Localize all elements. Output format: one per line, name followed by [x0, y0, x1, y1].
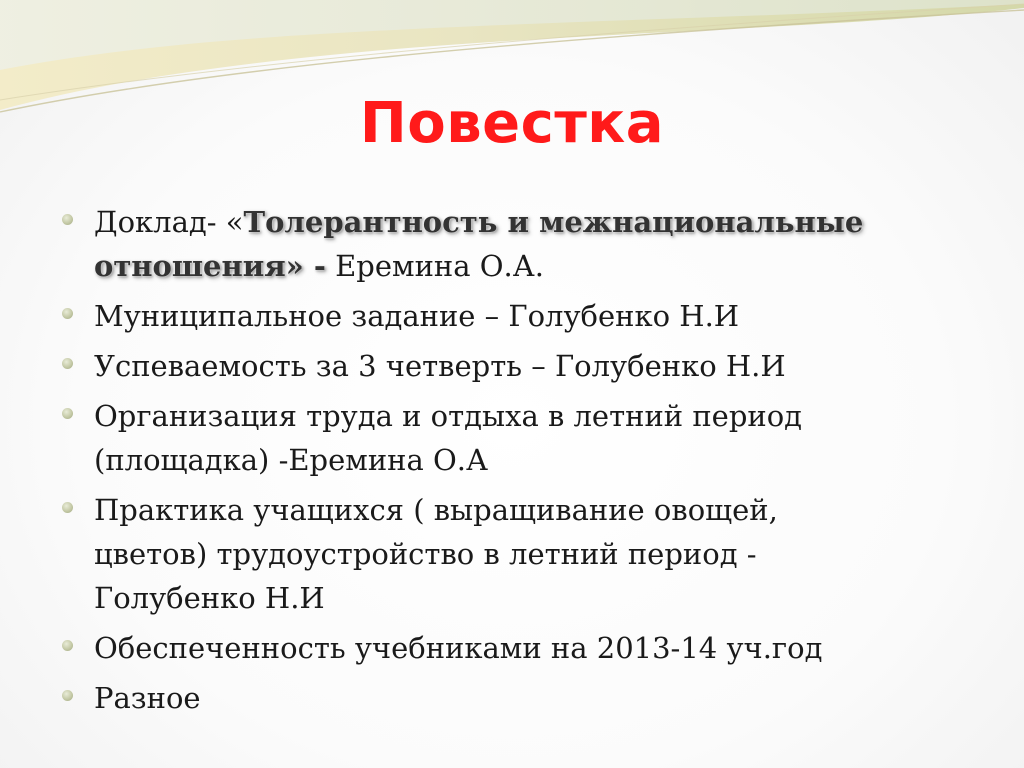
agenda-line: Обеспеченность учебниками на 2013-14 уч.год	[94, 631, 823, 665]
bullet-icon	[62, 214, 73, 225]
agenda-item-student-practice	[60, 488, 980, 620]
agenda-item-summer-work	[60, 394, 980, 482]
report-topic: Толерантность и межнациональные	[243, 205, 864, 239]
agenda-line: Голубенко Н.И	[94, 581, 325, 615]
agenda-line	[94, 244, 980, 288]
report-topic-continued: отношения» -	[94, 249, 326, 283]
agenda-line: Организация труда и отдыха в летний период	[94, 399, 803, 433]
agenda-line: Разное	[94, 681, 201, 715]
slide-title: Повестка	[359, 91, 665, 156]
agenda-line: цветов) трудоустройство в летний период -	[94, 537, 757, 571]
bullet-icon	[62, 308, 73, 319]
bullet-icon	[62, 690, 73, 701]
agenda-line	[94, 200, 980, 244]
agenda-line: Муниципальное задание – Голубенко Н.И	[94, 299, 740, 333]
report-speaker: Еремина О.А.	[325, 249, 544, 283]
bullet-icon	[62, 408, 73, 419]
agenda-item-other	[60, 676, 980, 720]
report-prefix: Доклад- «	[94, 205, 244, 239]
agenda-line: Успеваемость за 3 четверть – Голубенко Н.И	[94, 349, 786, 383]
agenda-line: Практика учащихся ( выращивание овощей,	[94, 493, 778, 527]
agenda-item-municipal-task	[60, 294, 980, 338]
bullet-icon	[62, 358, 73, 369]
agenda-item-report	[60, 200, 980, 288]
bullet-icon	[62, 502, 73, 513]
agenda-item-performance	[60, 344, 980, 388]
agenda-item-textbooks	[60, 626, 980, 670]
bullet-icon	[62, 640, 73, 651]
agenda-line: (площадка) -Еремина О.А	[94, 443, 488, 477]
agenda-list	[60, 200, 980, 726]
